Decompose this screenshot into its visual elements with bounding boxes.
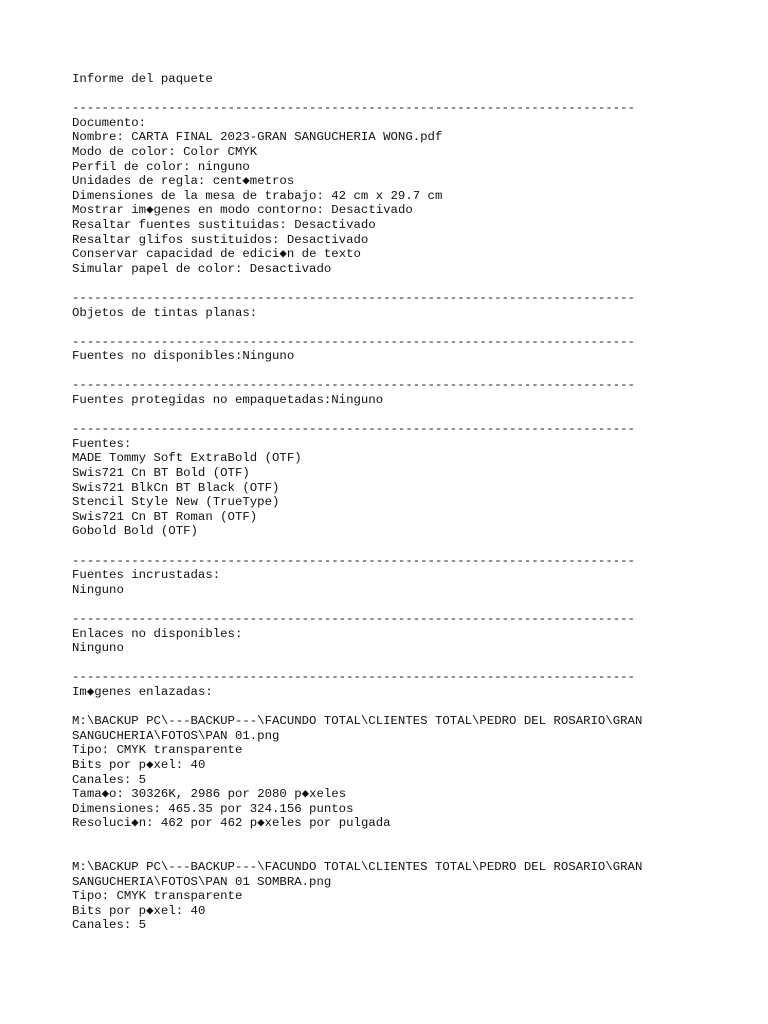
- separator: ----------------------------------------------------------------------------: [72, 334, 635, 349]
- blank-line: [72, 700, 768, 715]
- font-item: MADE Tommy Soft ExtraBold (OTF): [72, 451, 302, 466]
- separator: ----------------------------------------------------------------------------: [72, 378, 635, 393]
- separator: ----------------------------------------------------------------------------: [72, 553, 635, 568]
- image-canales: Canales: 5: [72, 918, 147, 933]
- font-item: Gobold Bold (OTF): [72, 524, 198, 539]
- separator: ----------------------------------------------------------------------------: [72, 670, 635, 685]
- blank-line: [72, 364, 768, 379]
- blank-line: [72, 87, 768, 102]
- separator: ----------------------------------------------------------------------------: [72, 611, 635, 626]
- section-heading-fuentes-no-disponibles: Fuentes no disponibles:Ninguno: [72, 349, 295, 364]
- enlaces-no-disponibles-value: Ninguno: [72, 641, 124, 656]
- blank-line: [72, 656, 768, 671]
- blank-line: [72, 831, 768, 846]
- doc-resaltar-glifos: Resaltar glifos sustituidos: Desactivado: [72, 232, 369, 247]
- doc-modo-color: Modo de color: Color CMYK: [72, 144, 258, 159]
- image-path-line2: SANGUCHERIA\FOTOS\PAN 01.png: [72, 728, 280, 743]
- image-dimensiones: Dimensiones: 465.35 por 324.156 puntos: [72, 801, 354, 816]
- image-resolucion: Resoluci◆n: 462 por 462 p◆xeles por pulgada: [72, 816, 391, 831]
- image-bits: Bits por p◆xel: 40: [72, 903, 206, 918]
- image-tipo: Tipo: CMYK transparente: [72, 743, 243, 758]
- image-path-line2: SANGUCHERIA\FOTOS\PAN 01 SOMBRA.png: [72, 874, 332, 889]
- section-heading-imagenes-enlazadas: Im◆genes enlazadas:: [72, 684, 213, 699]
- doc-resaltar-fuentes: Resaltar fuentes sustituidas: Desactivado: [72, 217, 376, 232]
- doc-conservar-edicion: Conservar capacidad de edici◆n de texto: [72, 247, 361, 262]
- blank-line: [72, 408, 768, 423]
- section-heading-fuentes-protegidas: Fuentes protegidas no empaquetadas:Ninguno: [72, 393, 384, 408]
- section-heading-documento: Documento:: [72, 115, 147, 130]
- font-item: Swis721 Cn BT Bold (OTF): [72, 466, 250, 481]
- image-path-line1: M:\BACKUP PC\---BACKUP---\FACUNDO TOTAL\CLIENTES TOTAL\PEDRO DEL ROSARIO\GRAN: [72, 860, 643, 875]
- doc-simular-papel: Simular papel de color: Desactivado: [72, 261, 332, 276]
- doc-perfil-color: Perfil de color: ninguno: [72, 159, 250, 174]
- section-heading-fuentes-incrustadas: Fuentes incrustadas:: [72, 568, 221, 583]
- report-title: Informe del paquete: [72, 72, 213, 86]
- font-item: Stencil Style New (TrueType): [72, 495, 280, 510]
- image-tipo: Tipo: CMYK transparente: [72, 889, 243, 904]
- image-bits: Bits por p◆xel: 40: [72, 757, 206, 772]
- image-tamano: Tama◆o: 30326K, 2986 por 2080 p◆xeles: [72, 787, 347, 802]
- blank-line: [72, 539, 768, 554]
- blank-line: [72, 276, 768, 291]
- section-heading-fuentes: Fuentes:: [72, 436, 132, 451]
- font-item: Swis721 BlkCn BT Black (OTF): [72, 480, 280, 495]
- doc-unidades-regla: Unidades de regla: cent◆metros: [72, 174, 295, 189]
- image-canales: Canales: 5: [72, 772, 147, 787]
- blank-line: [72, 845, 768, 860]
- fuentes-incrustadas-value: Ninguno: [72, 582, 124, 597]
- doc-mostrar-imagenes: Mostrar im◆genes en modo contorno: Desactivado: [72, 203, 413, 218]
- section-heading-enlaces-no-disponibles: Enlaces no disponibles:: [72, 626, 243, 641]
- separator: ----------------------------------------------------------------------------: [72, 101, 635, 116]
- blank-line: [72, 320, 768, 335]
- image-path-line1: M:\BACKUP PC\---BACKUP---\FACUNDO TOTAL\CLIENTES TOTAL\PEDRO DEL ROSARIO\GRAN: [72, 714, 643, 729]
- doc-dimensiones-mesa: Dimensiones de la mesa de trabajo: 42 cm x 29.7 cm: [72, 188, 443, 203]
- section-heading-tintas-planas: Objetos de tintas planas:: [72, 305, 258, 320]
- separator: ----------------------------------------------------------------------------: [72, 422, 635, 437]
- blank-line: [72, 597, 768, 612]
- separator: ----------------------------------------------------------------------------: [72, 290, 635, 305]
- doc-nombre: Nombre: CARTA FINAL 2023-GRAN SANGUCHERIA WONG.pdf: [72, 130, 443, 145]
- font-item: Swis721 Cn BT Roman (OTF): [72, 509, 258, 524]
